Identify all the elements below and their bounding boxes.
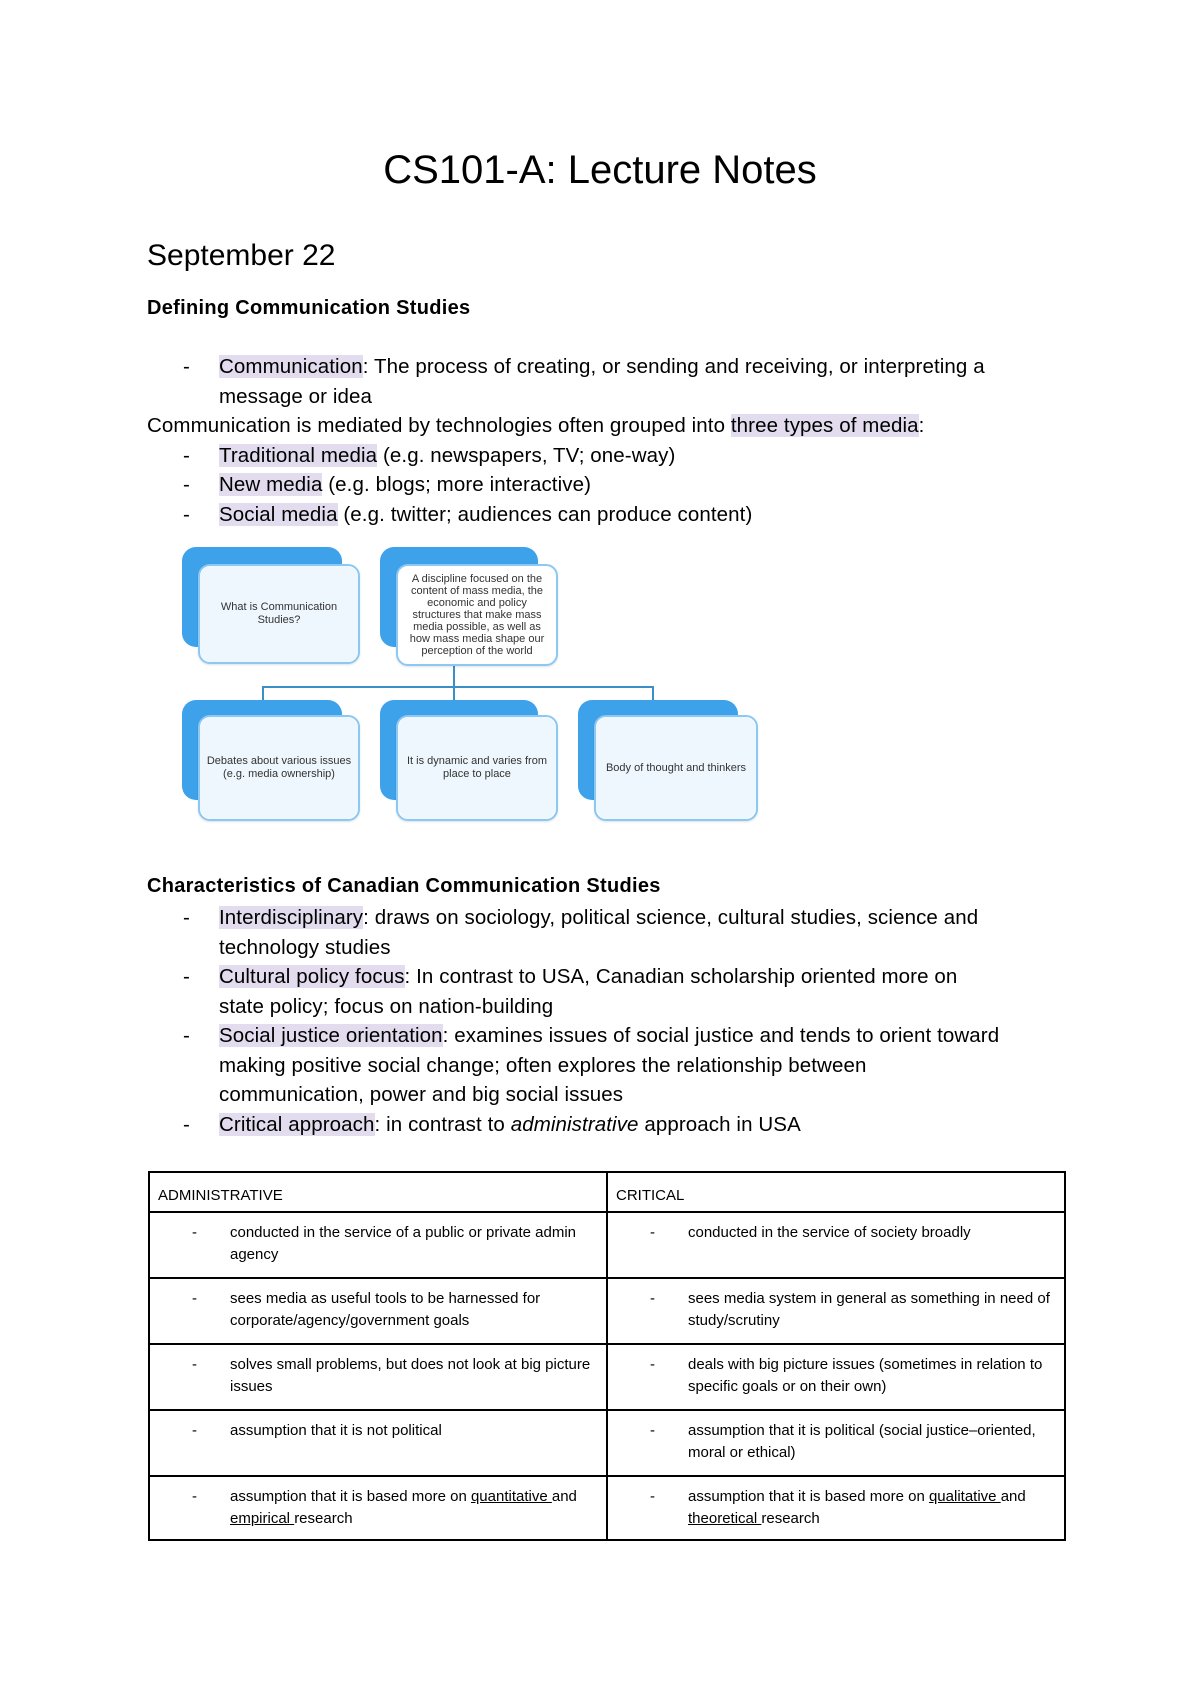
diagram-text-question: What is Communication Studies? [220, 601, 338, 626]
table-row [149, 1212, 1065, 1278]
term-social-justice: Social justice orientation [219, 1024, 443, 1047]
cell-text: and [551, 1488, 577, 1505]
header-administrative: ADMINISTRATIVE [149, 1172, 607, 1212]
cell-dash: - [192, 1224, 197, 1241]
diagram-box-dynamic [396, 715, 558, 821]
table-cell [607, 1278, 1065, 1344]
table-cell [607, 1476, 1065, 1540]
bullet-traditional-media [147, 441, 1067, 471]
connector-vertical [453, 665, 455, 687]
media-intro-text: Communication is mediated by technologies often grouped into [147, 414, 731, 437]
bullet-dash: - [183, 906, 190, 929]
cell-text: assumption that it is political (social justice–oriented, moral or ethical) [688, 1422, 1036, 1461]
desc-social-justice: : examines issues of social justice and tends to orient toward [442, 1024, 1000, 1047]
bullet-dash: - [183, 965, 190, 988]
term-communication: Communication [219, 355, 363, 378]
def-communication-2: message or idea [219, 384, 373, 408]
section-heading-defining: Defining Communication Studies [147, 297, 471, 319]
cell-text: assumption that it is based more on [230, 1488, 471, 1505]
table-cell [607, 1212, 1065, 1278]
diagram-text-body-of-thought: Body of thought and thinkers [605, 761, 747, 774]
bullet-dash: - [183, 503, 190, 526]
cell-dash: - [650, 1422, 655, 1439]
cell-dash: - [192, 1422, 197, 1439]
cell-text: deals with big picture issues (sometimes in relation to specific goals or on their own) [688, 1356, 1043, 1395]
def-communication: : The process of creating, or sending and receiving, or interpreting a [362, 355, 985, 378]
cell-text: sees media as useful tools to be harnessed for corporate/agency/government goals [230, 1290, 541, 1329]
diagram-text-definition: A discipline focused on the content of mass media, the economic and policy structures that make mass media possible, as well as how mass media shape our perception of the world [409, 573, 545, 657]
table-cell [149, 1410, 607, 1476]
cell-dash: - [650, 1224, 655, 1241]
desc-critical-approach-2: approach in USA [638, 1113, 801, 1136]
table-row [149, 1344, 1065, 1410]
table-row [149, 1410, 1065, 1476]
desc-cultural-policy: : In contrast to USA, Canadian scholarship oriented more on [404, 965, 958, 988]
bullet-cultural-policy [147, 962, 1067, 1021]
table-row [149, 1476, 1065, 1540]
bullet-social-media [147, 500, 1067, 530]
cell-dash: - [650, 1290, 655, 1307]
term-social-media: Social media [219, 503, 338, 526]
cell-text: assumption that it is based more on [688, 1488, 929, 1505]
bullet-critical-approach [147, 1110, 1067, 1140]
cell-dash: - [192, 1488, 197, 1505]
table-cell [607, 1344, 1065, 1410]
media-intro [147, 411, 924, 441]
lecture-date: September 22 [147, 239, 336, 272]
diagram-text-debates: Debates about various issues (e.g. media ownership) [206, 755, 352, 780]
desc-social-justice-3: communication, power and big social issues [219, 1083, 624, 1106]
underlined-qualitative: qualitative [928, 1488, 1001, 1505]
cell-dash: - [650, 1488, 655, 1505]
cell-text: sees media system in general as something in need of study/scrutiny [688, 1290, 1050, 1329]
cell-text: research [761, 1510, 820, 1527]
bullet-communication [147, 352, 1067, 411]
table-cell [149, 1476, 607, 1540]
diagram-box-debates [198, 715, 360, 821]
desc-traditional-media: (e.g. newspapers, TV; one-way) [377, 444, 676, 467]
cell-text: research [294, 1510, 353, 1527]
cell-dash: - [650, 1356, 655, 1373]
section-heading-characteristics: Characteristics of Canadian Communication Studies [147, 875, 661, 897]
diagram-box-body-of-thought [594, 715, 758, 821]
comparison-table [148, 1171, 1066, 1541]
table-cell [149, 1278, 607, 1344]
desc-interdisciplinary-2: technology studies [219, 935, 391, 959]
table-row [149, 1278, 1065, 1344]
cell-dash: - [192, 1356, 197, 1373]
bullet-new-media [147, 470, 1067, 500]
bullet-dash: - [183, 444, 190, 467]
table-cell [607, 1410, 1065, 1476]
cell-dash: - [192, 1290, 197, 1307]
concept-diagram [180, 547, 760, 823]
media-intro-colon: : [918, 414, 925, 437]
term-three-types: three types of media [730, 414, 919, 437]
bullet-interdisciplinary [147, 903, 1067, 962]
cell-text: conducted in the service of a public or private admin agency [230, 1224, 577, 1263]
term-interdisciplinary: Interdisciplinary [219, 906, 364, 929]
diagram-box-question [198, 564, 360, 664]
header-critical: CRITICAL [607, 1172, 1065, 1212]
cell-text: and [1000, 1488, 1026, 1505]
desc-social-media: (e.g. twitter; audiences can produce content) [337, 503, 753, 526]
table-header-row [149, 1172, 1065, 1212]
emphasis-administrative: administrative [510, 1113, 639, 1136]
desc-new-media: (e.g. blogs; more interactive) [322, 473, 592, 496]
bullet-dash: - [183, 473, 190, 496]
table-cell [149, 1212, 607, 1278]
bullet-dash: - [183, 1024, 190, 1047]
bullet-social-justice [147, 1021, 1067, 1110]
page-title: CS101-A: Lecture Notes [383, 148, 817, 192]
bullet-dash: - [183, 355, 190, 378]
term-traditional-media: Traditional media [219, 444, 378, 467]
desc-social-justice-2: making positive social change; often explores the relationship between [219, 1053, 867, 1077]
connector-horizontal [262, 686, 654, 688]
desc-interdisciplinary: : draws on sociology, political science, cultural studies, science and [363, 906, 979, 929]
term-new-media: New media [219, 473, 323, 496]
desc-critical-approach: : in contrast to [374, 1113, 511, 1136]
desc-cultural-policy-2: state policy; focus on nation-building [219, 994, 554, 1018]
bullet-dash: - [183, 1113, 190, 1136]
term-cultural-policy: Cultural policy focus [219, 965, 405, 988]
underlined-quantitative: quantitative [470, 1488, 552, 1505]
cell-text: conducted in the service of society broadly [688, 1224, 971, 1241]
underlined-empirical: empirical [230, 1510, 295, 1527]
table-cell [149, 1344, 607, 1410]
diagram-text-dynamic: It is dynamic and varies from place to place [407, 755, 547, 780]
cell-text: assumption that it is not political [230, 1422, 442, 1439]
diagram-box-definition [396, 564, 558, 666]
underlined-theoretical: theoretical [688, 1510, 762, 1527]
cell-text: solves small problems, but does not look at big picture issues [230, 1356, 591, 1395]
term-critical-approach: Critical approach [219, 1113, 375, 1136]
